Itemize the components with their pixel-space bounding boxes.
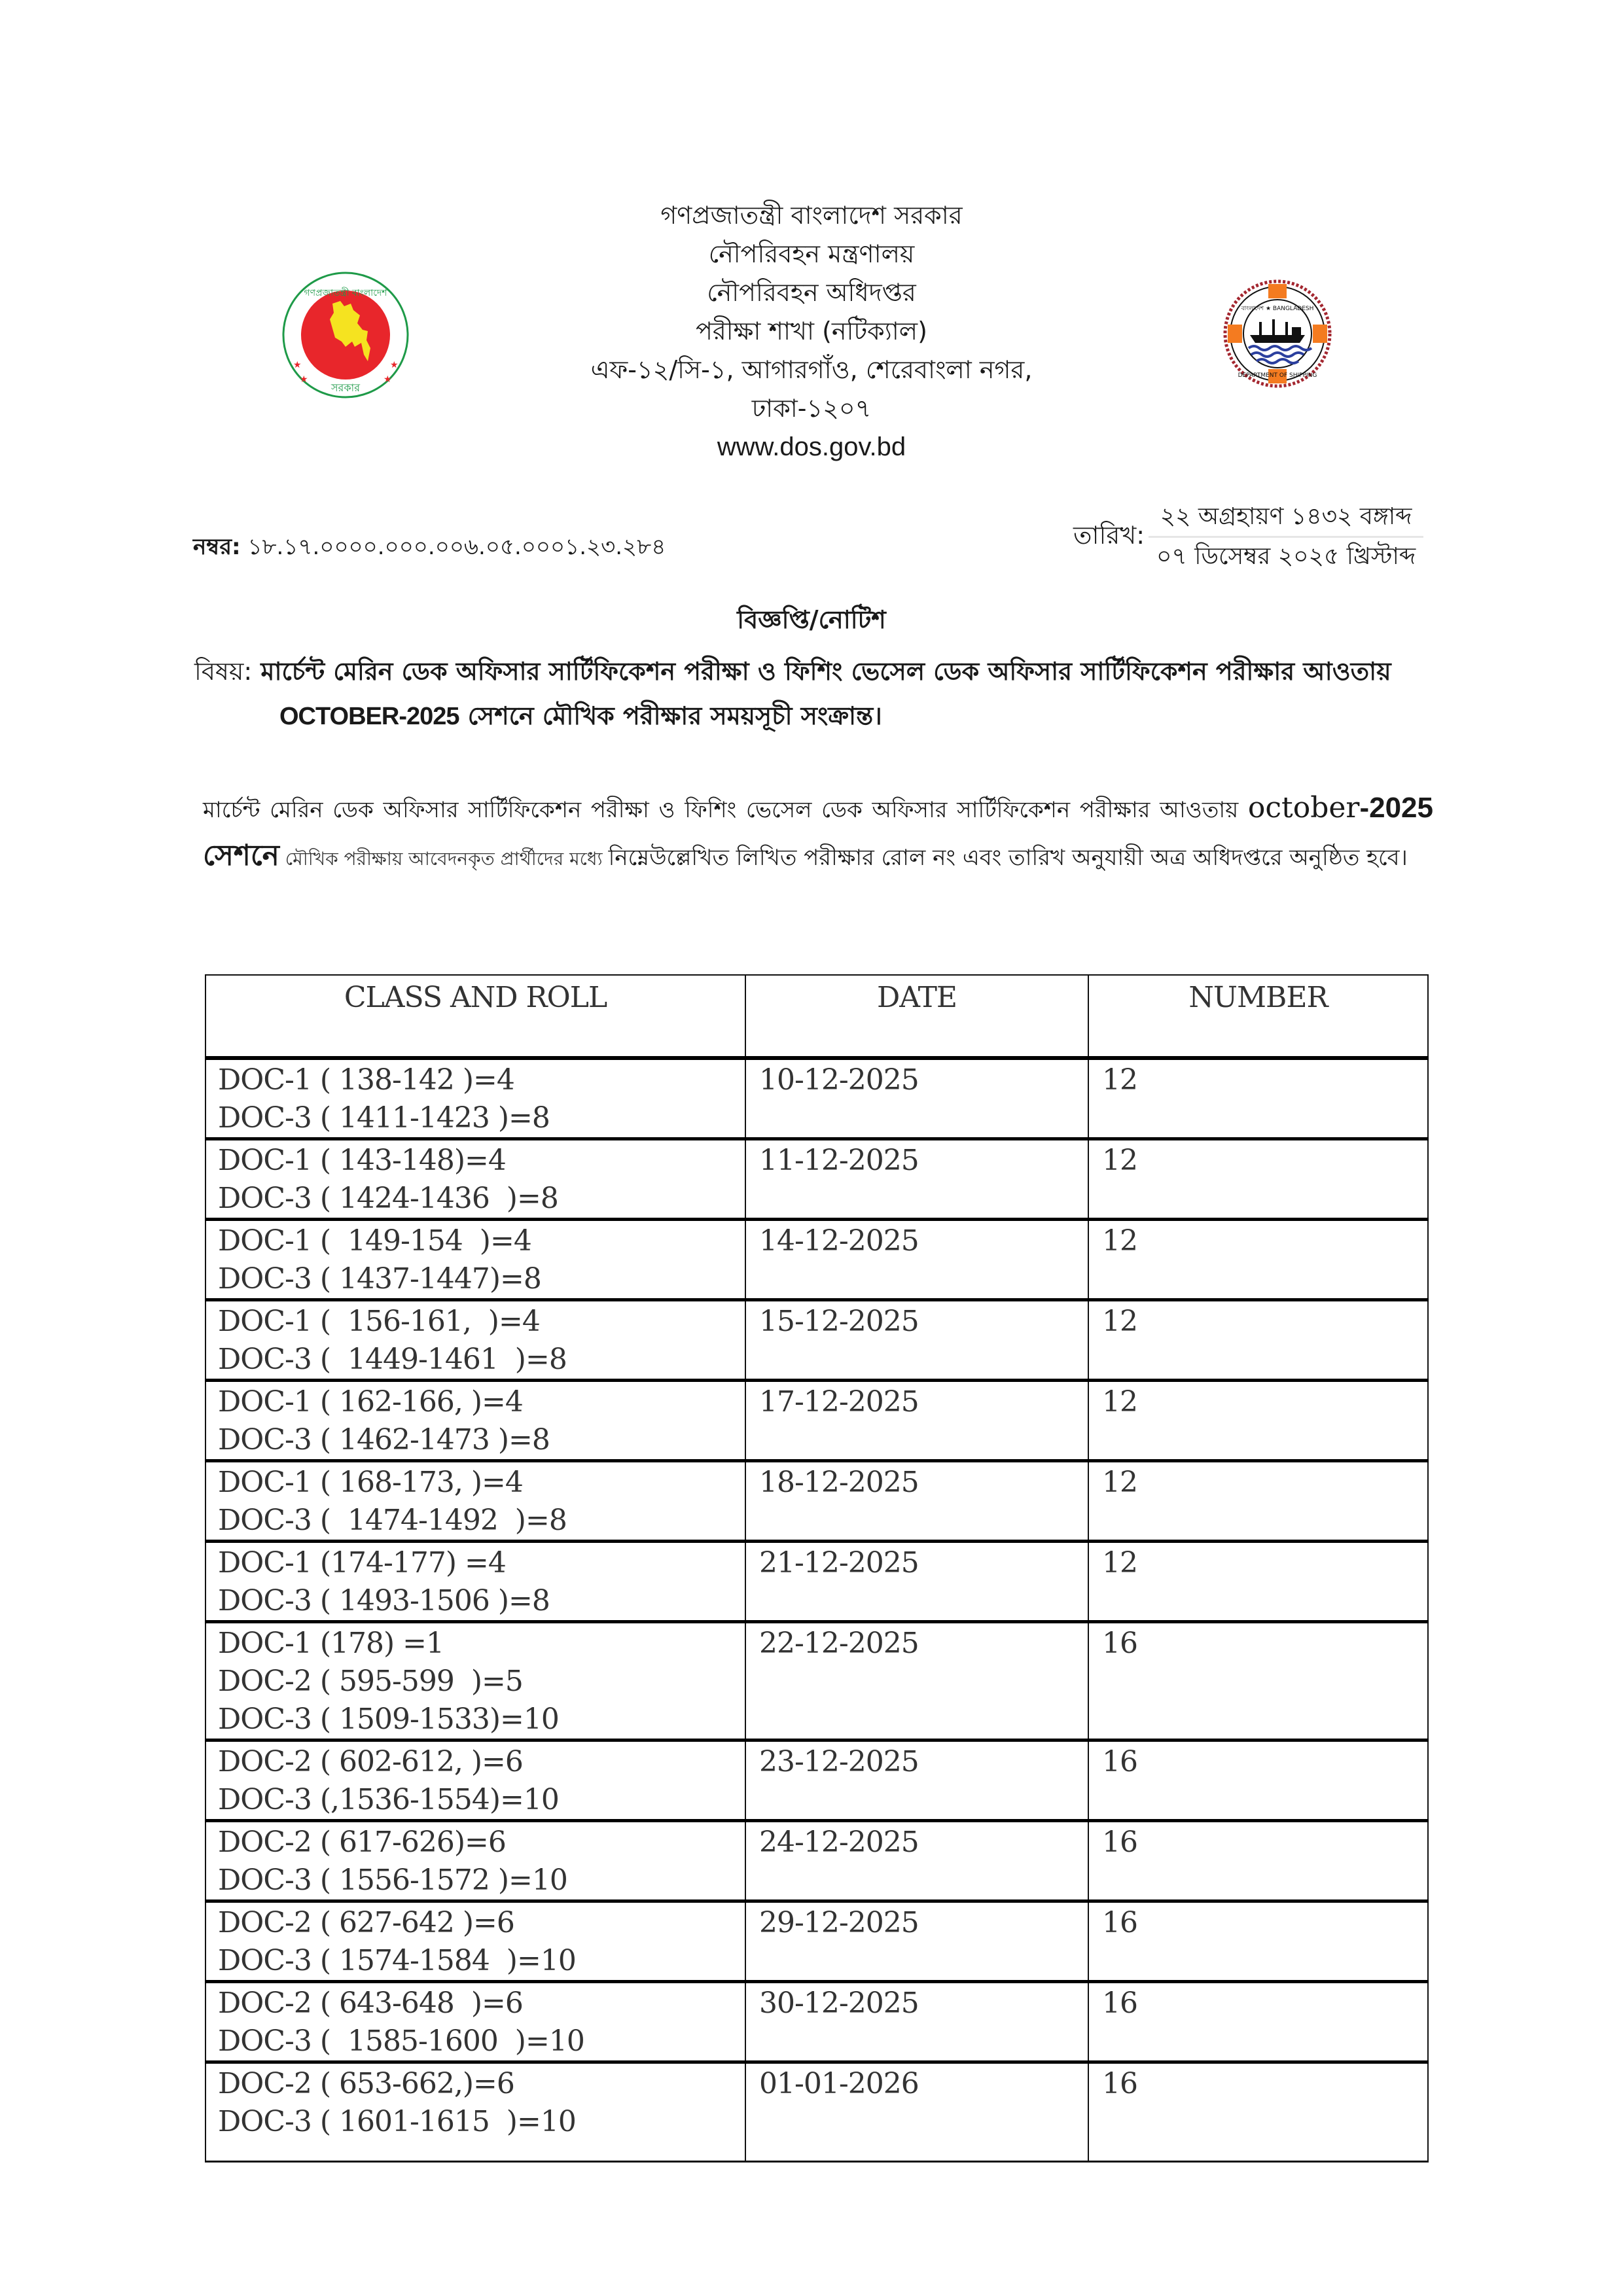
roll-range: DOC-2 ( 617-626)=6: [218, 1826, 506, 1859]
table-row: [205, 1542, 1428, 1622]
cell-date: 11-12-2025: [745, 1139, 1088, 1220]
reference-number: [193, 530, 666, 567]
issue-date: [1073, 501, 1423, 573]
roll-range: DOC-2 ( 595-599 )=5: [218, 1665, 523, 1698]
cell-date: 21-12-2025: [745, 1542, 1088, 1622]
government-name: গণপ্রজাতন্ত্রী বাংলাদেশ সরকার: [660, 201, 963, 230]
roll-range: DOC-3 ( 1556-1572 )=10: [218, 1863, 567, 1897]
cell-number: 16: [1088, 1821, 1428, 1901]
cell-class-roll: [205, 2062, 745, 2162]
svg-text:DEPARTMENT OF SHIPPING: DEPARTMENT OF SHIPPING: [1238, 372, 1317, 379]
cell-class-roll: [205, 1982, 745, 2062]
cell-number: 12: [1088, 1220, 1428, 1300]
table-row: [205, 1622, 1428, 1740]
roll-range: DOC-3 ( 1509-1533)=10: [218, 1703, 559, 1736]
roll-range: DOC-3 ( 1424-1436 )=8: [218, 1182, 558, 1215]
subject-label: বিষয়:: [194, 657, 253, 686]
address-line: এফ-১২/সি-১, আগারগাঁও, শেরেবাংলা নগর,: [590, 355, 1033, 384]
cell-class-roll: [205, 1740, 745, 1821]
date-label: তারিখ:: [1073, 520, 1145, 550]
body-session: october-2025 সেশনে: [203, 791, 1433, 872]
cell-class-roll: [205, 1901, 745, 1982]
roll-range: DOC-1 (178) =1: [218, 1627, 444, 1660]
table-row: [205, 2062, 1428, 2162]
roll-range: DOC-3 ( 1449-1461 )=8: [218, 1343, 567, 1376]
roll-range: DOC-3 ( 1601-1615 )=10: [218, 2105, 576, 2138]
table-row: [205, 1740, 1428, 1821]
table-row: [205, 1821, 1428, 1901]
subject-line-2-text: সেশনে মৌখিক পরীক্ষার সময়সূচী সংক্রান্ত।: [459, 701, 882, 730]
svg-text:★: ★: [390, 360, 399, 370]
roll-range: DOC-1 ( 149-154 )=4: [218, 1224, 531, 1258]
department-name: নৌপরিবহন অধিদপ্তর: [707, 278, 916, 307]
cell-date: 15-12-2025: [745, 1300, 1088, 1381]
cell-class-roll: [205, 1220, 745, 1300]
column-header-class-roll: CLASS AND ROLL: [205, 975, 745, 1058]
roll-range: DOC-1 ( 143-148)=4: [218, 1144, 506, 1177]
column-header-date: DATE: [745, 975, 1088, 1058]
cell-date: 17-12-2025: [745, 1381, 1088, 1461]
reference-value: ১৮.১৭.০০০০.০০০.০০৬.০৫.০০০১.২৩.২৮৪: [247, 534, 666, 560]
body-text-1: মার্চেন্ট মেরিন ডেক অফিসার সার্টিফিকেশন পরীক্ষা ও ফিশিং ভেসেল ডেক অফিসার সার্টিফিকেশন পরীক্ষার আওতায়: [203, 797, 1248, 823]
cell-number: 16: [1088, 1740, 1428, 1821]
roll-range: DOC-3 ( 1462-1473 )=8: [218, 1423, 550, 1457]
cell-class-roll: [205, 1381, 745, 1461]
cell-date: 24-12-2025: [745, 1821, 1088, 1901]
roll-range: DOC-3 ( 1474-1492 )=8: [218, 1504, 567, 1537]
table-row: [205, 1982, 1428, 2062]
cell-number: 16: [1088, 1901, 1428, 1982]
roll-range: DOC-1 ( 156-161, )=4: [218, 1305, 540, 1338]
letterhead: [484, 196, 1139, 467]
roll-range: DOC-1 (174-177) =4: [218, 1546, 506, 1580]
subject-line-1: মার্চেন্ট মেরিন ডেক অফিসার সার্টিফিকেশন পরীক্ষা ও ফিশিং ভেসেল ডেক অফিসার সার্টিফিকেশন পরীক্ষার আওতায়: [260, 657, 1391, 686]
cell-class-roll: [205, 1300, 745, 1381]
cell-class-roll: [205, 1139, 745, 1220]
notice-subject: [194, 649, 1438, 739]
table-row: [205, 1461, 1428, 1542]
cell-number: 12: [1088, 1058, 1428, 1139]
cell-number: 12: [1088, 1300, 1428, 1381]
cell-date: 14-12-2025: [745, 1220, 1088, 1300]
ministry-name: নৌপরিবহন মন্ত্রণালয়: [708, 239, 915, 268]
roll-range: DOC-2 ( 643-648 )=6: [218, 1987, 523, 2020]
table-header-row: [205, 975, 1428, 1058]
table-row: [205, 1139, 1428, 1220]
website-link[interactable]: www.dos.gov.bd: [717, 433, 906, 461]
cell-date: 23-12-2025: [745, 1740, 1088, 1821]
cell-date: 18-12-2025: [745, 1461, 1088, 1542]
cell-date: 29-12-2025: [745, 1901, 1088, 1982]
roll-range: DOC-3 ( 1574-1584 )=10: [218, 1944, 576, 1977]
date-divider: [1149, 536, 1423, 538]
cell-number: 12: [1088, 1381, 1428, 1461]
cell-number: 16: [1088, 2062, 1428, 2162]
table-row: [205, 1381, 1428, 1461]
branch-name: পরীক্ষা শাখা (নটিক্যাল): [696, 317, 927, 345]
roll-range: DOC-1 ( 162-166, )=4: [218, 1385, 523, 1419]
roll-range: DOC-3 (,1536-1554)=10: [218, 1783, 559, 1816]
reference-label: নম্বর:: [193, 534, 241, 560]
city-line: ঢাকা-১২০৭: [751, 394, 872, 423]
cell-class-roll: [205, 1622, 745, 1740]
viva-schedule-table: [205, 974, 1429, 2163]
cell-number: 12: [1088, 1461, 1428, 1542]
cell-date: 10-12-2025: [745, 1058, 1088, 1139]
table-row: [205, 1220, 1428, 1300]
cell-class-roll: [205, 1461, 745, 1542]
cell-class-roll: [205, 1542, 745, 1622]
cell-date: 30-12-2025: [745, 1982, 1088, 2062]
cell-number: 12: [1088, 1542, 1428, 1622]
subject-line-2: [194, 694, 1438, 739]
subject-session: OCTOBER-2025: [279, 703, 459, 730]
cell-date: 01-01-2026: [745, 2062, 1088, 2162]
svg-text:বাংলাদেশ ★ BANGLADESH: বাংলাদেশ ★ BANGLADESH: [1241, 306, 1314, 312]
notice-title: বিজ্ঞপ্তি/নোটিশ: [737, 605, 886, 634]
cell-number: 16: [1088, 1982, 1428, 2062]
cell-number: 12: [1088, 1139, 1428, 1220]
cell-class-roll: [205, 1821, 745, 1901]
roll-range: DOC-3 ( 1585-1600 )=10: [218, 2024, 584, 2058]
roll-range: DOC-2 ( 653-662,)=6: [218, 2067, 514, 2100]
roll-range: DOC-1 ( 138-142 )=4: [218, 1063, 514, 1097]
cell-class-roll: [205, 1058, 745, 1139]
roll-range: DOC-2 ( 627-642 )=6: [218, 1906, 514, 1939]
notice-body: [203, 785, 1433, 882]
government-seal-logo: [280, 270, 411, 400]
table-row: [205, 1058, 1428, 1139]
bangladesh-seal-icon: [280, 270, 411, 400]
svg-text:★: ★: [300, 374, 308, 385]
roll-range: DOC-3 ( 1437-1447)=8: [218, 1262, 541, 1296]
body-text-2: মৌখিক পরীক্ষায় আবেদনকৃত প্রার্থীদের মধ্যে: [279, 848, 609, 870]
date-bangla: ২২ অগ্রহায়ণ ১৪৩২ বঙ্গাব্দ: [1160, 503, 1412, 530]
cell-date: 22-12-2025: [745, 1622, 1088, 1740]
svg-text:সরকার: সরকার: [330, 381, 361, 394]
lifebuoy-ship-icon: [1212, 275, 1343, 393]
roll-range: DOC-1 ( 168-173, )=4: [218, 1466, 523, 1499]
roll-range: DOC-3 ( 1411-1423 )=8: [218, 1101, 550, 1135]
department-of-shipping-logo: [1212, 275, 1343, 393]
column-header-number: NUMBER: [1088, 975, 1428, 1058]
table-row: [205, 1901, 1428, 1982]
cell-number: 16: [1088, 1622, 1428, 1740]
body-text-3: নিম্নেউল্লেখিত লিখিত পরীক্ষার রোল নং এবং তারিখ অনুযায়ী অত্র অধিদপ্তরে অনুষ্ঠিত হবে।: [608, 845, 1408, 871]
roll-range: DOC-3 ( 1493-1506 )=8: [218, 1584, 550, 1617]
svg-text:★: ★: [293, 360, 302, 370]
table-row: [205, 1300, 1428, 1381]
roll-range: DOC-2 ( 602-612, )=6: [218, 1745, 523, 1778]
date-gregorian: ০৭ ডিসেম্বর ২০২৫ খ্রিস্টাব্দ: [1156, 543, 1416, 570]
svg-text:গণপ্রজাতন্ত্রী বাংলাদেশ: গণপ্রজাতন্ত্রী বাংলাদেশ: [304, 288, 387, 298]
svg-text:★: ★: [383, 374, 392, 385]
